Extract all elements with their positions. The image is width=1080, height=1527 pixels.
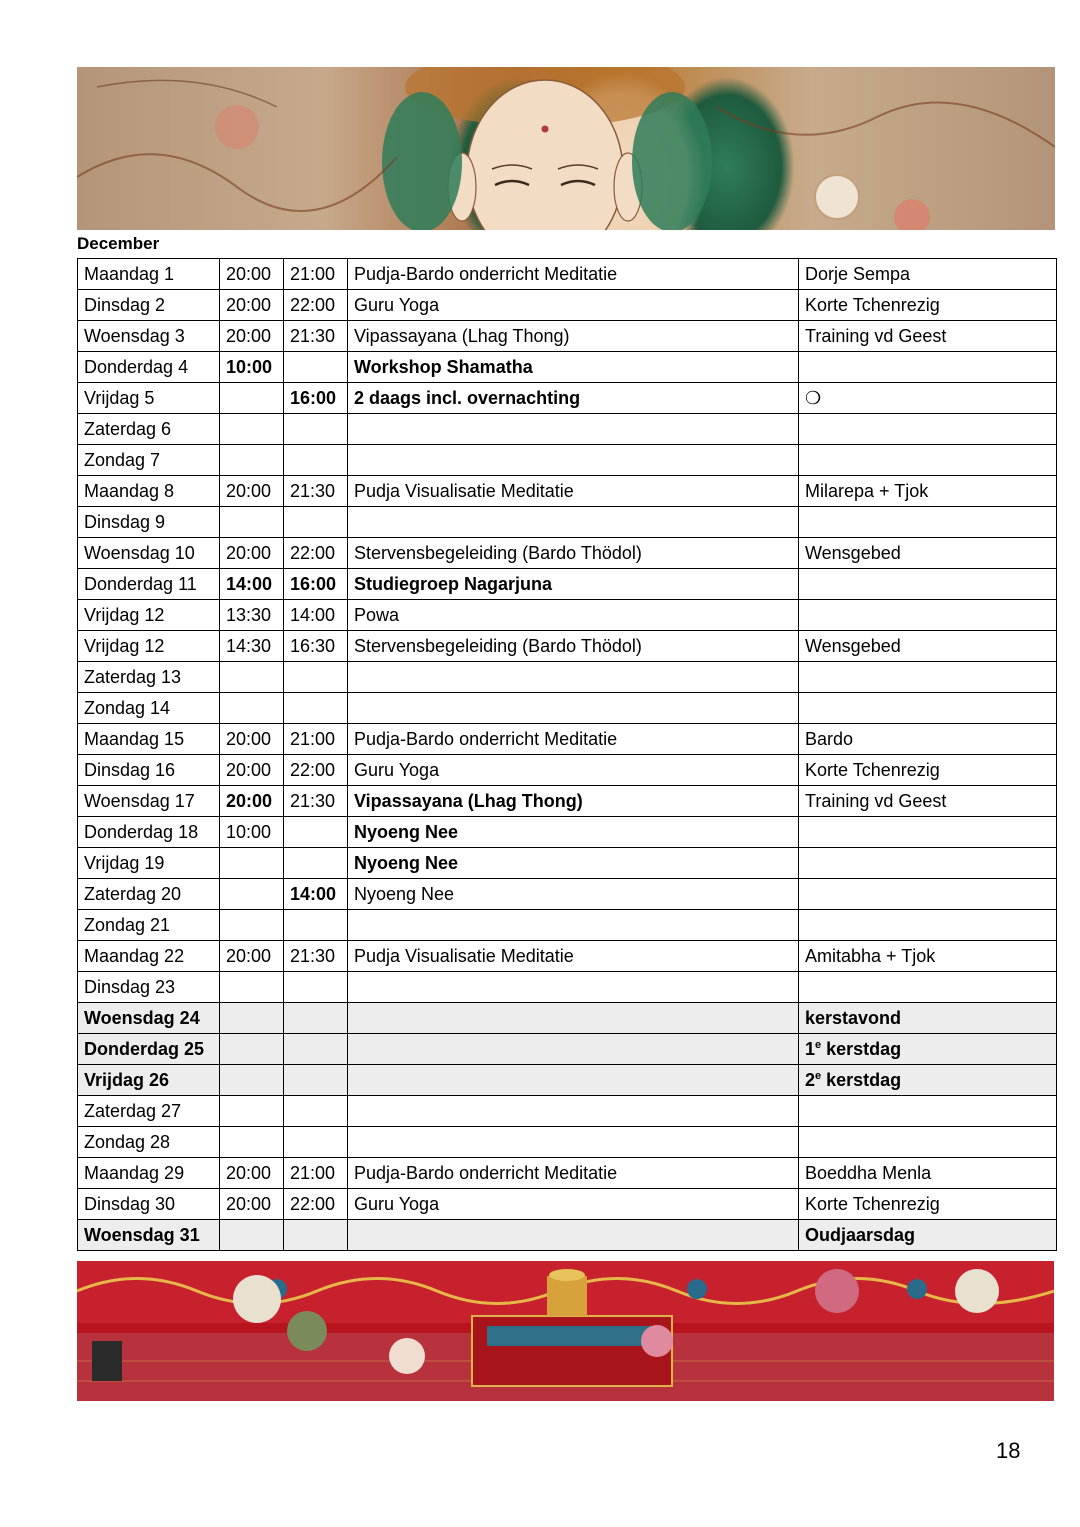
start-time-cell: 20:00 [220,786,284,817]
start-time-cell [220,1220,284,1251]
activity-cell [348,1003,799,1034]
note-cell [799,507,1057,538]
activity-cell: Pudja Visualisatie Meditatie [348,941,799,972]
month-title: December [77,234,160,253]
activity-cell: Guru Yoga [348,755,799,786]
end-time-cell: 22:00 [284,290,348,321]
activity-cell [348,445,799,476]
day-cell: Dinsdag 30 [78,1189,220,1220]
end-time-cell: 16:30 [284,631,348,662]
activity-cell [348,910,799,941]
end-time-cell [284,693,348,724]
start-time-cell [220,445,284,476]
end-time-cell [284,414,348,445]
note-cell: Training vd Geest [799,321,1057,352]
day-cell: Vrijdag 26 [78,1065,220,1096]
end-time-cell [284,352,348,383]
start-time-cell: 20:00 [220,755,284,786]
end-time-cell [284,848,348,879]
day-cell: Vrijdag 12 [78,631,220,662]
day-cell: Vrijdag 19 [78,848,220,879]
activity-cell [348,662,799,693]
schedule-row [78,414,1057,445]
schedule-row [78,1065,1057,1096]
start-time-cell: 20:00 [220,538,284,569]
activity-cell [348,1127,799,1158]
schedule-row [78,693,1057,724]
start-time-cell: 20:00 [220,1158,284,1189]
altar-illustration [77,1261,1054,1401]
note-cell [799,910,1057,941]
note-cell: Training vd Geest [799,786,1057,817]
day-cell: Vrijdag 12 [78,600,220,631]
start-time-cell: 14:00 [220,569,284,600]
activity-cell [348,1065,799,1096]
end-time-cell: 22:00 [284,755,348,786]
note-cell: Dorje Sempa [799,259,1057,290]
start-time-cell: 10:00 [220,352,284,383]
day-cell: Maandag 1 [78,259,220,290]
day-cell: Maandag 29 [78,1158,220,1189]
note-cell: ❍ [799,383,1057,414]
day-cell: Donderdag 25 [78,1034,220,1065]
start-time-cell [220,848,284,879]
note-cell [799,445,1057,476]
day-cell: Woensdag 10 [78,538,220,569]
activity-cell: Guru Yoga [348,1189,799,1220]
activity-cell [348,414,799,445]
activity-cell [348,507,799,538]
note-cell [799,1127,1057,1158]
note-cell: Korte Tchenrezig [799,1189,1057,1220]
schedule-row [78,445,1057,476]
end-time-cell: 21:30 [284,786,348,817]
schedule-table [77,258,1057,1251]
schedule-row [78,507,1057,538]
end-time-cell: 21:30 [284,476,348,507]
start-time-cell [220,1003,284,1034]
start-time-cell [220,1127,284,1158]
activity-cell: Guru Yoga [348,290,799,321]
activity-cell: Workshop Shamatha [348,352,799,383]
end-time-cell: 21:00 [284,259,348,290]
activity-cell [348,1034,799,1065]
start-time-cell: 20:00 [220,290,284,321]
note-cell [799,972,1057,1003]
start-time-cell: 20:00 [220,321,284,352]
start-time-cell [220,383,284,414]
note-cell: Oudjaarsdag [799,1220,1057,1251]
start-time-cell: 20:00 [220,724,284,755]
end-time-cell [284,972,348,1003]
end-time-cell [284,662,348,693]
note-cell [799,879,1057,910]
day-cell: Woensdag 31 [78,1220,220,1251]
activity-cell [348,1096,799,1127]
day-cell: Donderdag 4 [78,352,220,383]
end-time-cell: 21:30 [284,941,348,972]
end-time-cell: 21:00 [284,724,348,755]
day-cell: Woensdag 24 [78,1003,220,1034]
note-cell: kerstavond [799,1003,1057,1034]
end-time-cell [284,1220,348,1251]
start-time-cell: 13:30 [220,600,284,631]
day-cell: Dinsdag 16 [78,755,220,786]
end-time-cell [284,910,348,941]
activity-cell: Pudja-Bardo onderricht Meditatie [348,1158,799,1189]
day-cell: Zaterdag 6 [78,414,220,445]
schedule-row [78,259,1057,290]
note-cell: Korte Tchenrezig [799,290,1057,321]
end-time-cell [284,1065,348,1096]
thangka-face-illustration [77,67,1055,230]
end-time-cell: 14:00 [284,879,348,910]
end-time-cell: 16:00 [284,569,348,600]
schedule-row [78,1034,1057,1065]
note-cell: Milarepa + Tjok [799,476,1057,507]
day-cell: Zondag 14 [78,693,220,724]
start-time-cell: 14:30 [220,631,284,662]
start-time-cell [220,414,284,445]
note-cell [799,600,1057,631]
activity-cell [348,972,799,1003]
footer-altar-image [77,1261,1054,1401]
day-cell: Maandag 15 [78,724,220,755]
schedule-row [78,1220,1057,1251]
start-time-cell [220,507,284,538]
note-cell: Korte Tchenrezig [799,755,1057,786]
start-time-cell: 20:00 [220,259,284,290]
header-thangka-image [77,67,1055,230]
end-time-cell [284,1003,348,1034]
schedule-row [78,538,1057,569]
day-cell: Vrijdag 5 [78,383,220,414]
end-time-cell: 22:00 [284,1189,348,1220]
schedule-row [78,941,1057,972]
day-cell: Woensdag 3 [78,321,220,352]
note-cell [799,693,1057,724]
activity-cell: Nyoeng Nee [348,879,799,910]
schedule-row [78,321,1057,352]
day-cell: Zondag 28 [78,1127,220,1158]
day-cell: Zaterdag 20 [78,879,220,910]
day-cell: Zondag 21 [78,910,220,941]
activity-cell: Pudja-Bardo onderricht Meditatie [348,259,799,290]
start-time-cell [220,910,284,941]
schedule-row [78,755,1057,786]
day-cell: Zaterdag 13 [78,662,220,693]
activity-cell: Stervensbegeleiding (Bardo Thödol) [348,631,799,662]
day-cell: Donderdag 18 [78,817,220,848]
end-time-cell [284,1127,348,1158]
day-cell: Woensdag 17 [78,786,220,817]
start-time-cell [220,879,284,910]
start-time-cell [220,1096,284,1127]
start-time-cell: 20:00 [220,1189,284,1220]
note-cell: Wensgebed [799,631,1057,662]
activity-cell: 2 daags incl. overnachting [348,383,799,414]
page-number: 18 [996,1438,1021,1463]
schedule-row [78,1003,1057,1034]
day-cell: Zaterdag 27 [78,1096,220,1127]
activity-cell: Pudja-Bardo onderricht Meditatie [348,724,799,755]
schedule-row [78,1189,1057,1220]
note-cell: 2e kerstdag [799,1065,1057,1096]
schedule-row [78,1127,1057,1158]
activity-cell: Vipassayana (Lhag Thong) [348,321,799,352]
schedule-row [78,290,1057,321]
start-time-cell [220,1065,284,1096]
end-time-cell [284,1096,348,1127]
start-time-cell: 20:00 [220,941,284,972]
note-cell: Bardo [799,724,1057,755]
start-time-cell: 20:00 [220,476,284,507]
start-time-cell [220,693,284,724]
start-time-cell [220,662,284,693]
note-cell [799,352,1057,383]
end-time-cell: 22:00 [284,538,348,569]
note-cell [799,817,1057,848]
note-cell [799,414,1057,445]
day-cell: Zondag 7 [78,445,220,476]
schedule-row [78,879,1057,910]
note-cell: Boeddha Menla [799,1158,1057,1189]
start-time-cell: 10:00 [220,817,284,848]
schedule-row [78,724,1057,755]
activity-cell: Powa [348,600,799,631]
note-cell [799,662,1057,693]
schedule-row [78,972,1057,1003]
day-cell: Maandag 8 [78,476,220,507]
activity-cell [348,1220,799,1251]
schedule-row [78,817,1057,848]
schedule-row [78,910,1057,941]
note-cell: Amitabha + Tjok [799,941,1057,972]
activity-cell: Pudja Visualisatie Meditatie [348,476,799,507]
schedule-row [78,1158,1057,1189]
end-time-cell: 21:30 [284,321,348,352]
note-cell [799,569,1057,600]
day-cell: Dinsdag 23 [78,972,220,1003]
end-time-cell [284,1034,348,1065]
activity-cell: Nyoeng Nee [348,817,799,848]
schedule-row [78,1096,1057,1127]
schedule-row [78,848,1057,879]
end-time-cell [284,817,348,848]
day-cell: Dinsdag 2 [78,290,220,321]
schedule-row [78,383,1057,414]
schedule-row [78,662,1057,693]
activity-cell: Nyoeng Nee [348,848,799,879]
note-cell [799,1096,1057,1127]
note-cell: 1e kerstdag [799,1034,1057,1065]
day-cell: Maandag 22 [78,941,220,972]
schedule-row [78,786,1057,817]
day-cell: Donderdag 11 [78,569,220,600]
note-cell: Wensgebed [799,538,1057,569]
end-time-cell: 14:00 [284,600,348,631]
activity-cell: Studiegroep Nagarjuna [348,569,799,600]
schedule-row [78,476,1057,507]
start-time-cell [220,1034,284,1065]
schedule-row [78,600,1057,631]
day-cell: Dinsdag 9 [78,507,220,538]
end-time-cell [284,507,348,538]
schedule-row [78,569,1057,600]
end-time-cell: 21:00 [284,1158,348,1189]
activity-cell: Vipassayana (Lhag Thong) [348,786,799,817]
schedule-row [78,631,1057,662]
end-time-cell: 16:00 [284,383,348,414]
schedule-row [78,352,1057,383]
activity-cell: Stervensbegeleiding (Bardo Thödol) [348,538,799,569]
note-cell [799,848,1057,879]
end-time-cell [284,445,348,476]
activity-cell [348,693,799,724]
start-time-cell [220,972,284,1003]
